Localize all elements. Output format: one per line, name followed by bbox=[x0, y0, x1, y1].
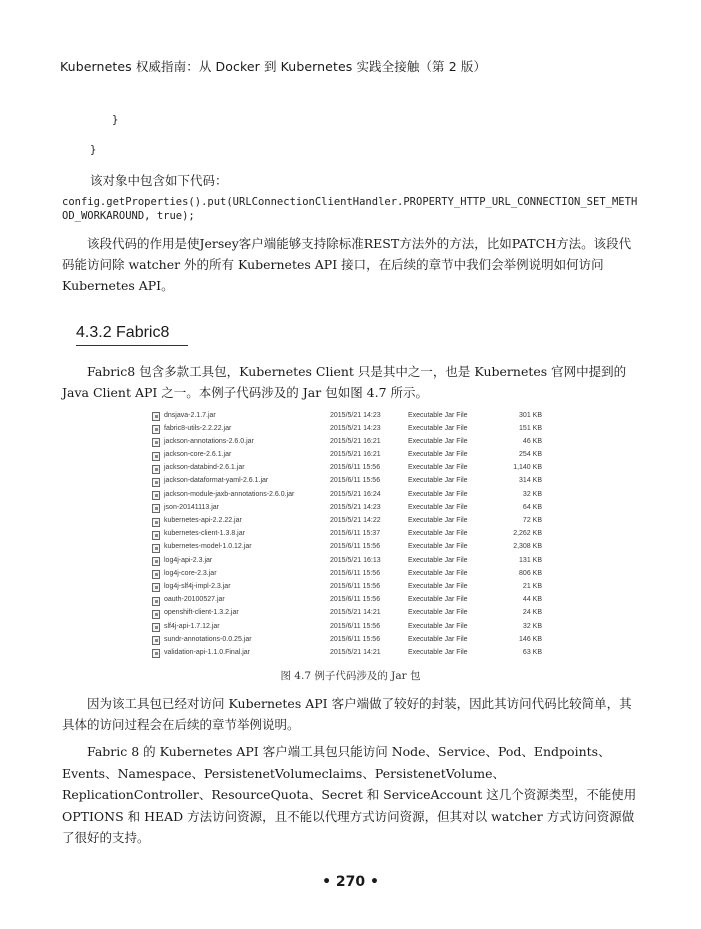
file-row bbox=[150, 647, 550, 660]
file-date: 2015/5/21 14:22 bbox=[330, 517, 381, 524]
code-closing-brace-inner: } bbox=[112, 114, 119, 126]
file-size: 24 KB bbox=[522, 609, 542, 617]
file-type: Executable Jar File bbox=[408, 437, 468, 445]
file-date: 2015/6/11 15:56 bbox=[330, 635, 381, 643]
file-type: Executable Jar File bbox=[408, 582, 468, 590]
file-size: 301 KB bbox=[519, 411, 542, 419]
file-size: 32 KB bbox=[522, 490, 542, 498]
file-name: oauth-20100527.jar bbox=[164, 596, 225, 604]
jar-file-icon bbox=[152, 649, 160, 658]
file-name: jackson-databind-2.6.1.jar bbox=[164, 464, 245, 472]
running-header: Kubernetes 权威指南：从 Docker 到 Kubernetes 实践全接触（第 2 版） bbox=[60, 59, 487, 74]
file-row bbox=[150, 410, 550, 423]
jar-file-icon bbox=[152, 636, 160, 645]
file-size: 21 KB bbox=[522, 582, 542, 590]
file-type: Executable Jar File bbox=[408, 609, 468, 617]
file-type: Executable Jar File bbox=[408, 517, 468, 524]
jar-file-icon bbox=[152, 425, 160, 434]
jar-file-icon bbox=[152, 623, 160, 632]
jar-file-icon bbox=[152, 597, 160, 606]
file-date: 2015/6/11 15:56 bbox=[330, 464, 381, 472]
file-date: 2015/5/21 16:21 bbox=[330, 437, 381, 445]
jar-file-icon bbox=[152, 438, 160, 447]
file-row bbox=[150, 436, 550, 449]
file-row bbox=[150, 502, 550, 515]
file-date: 2015/5/21 14:23 bbox=[330, 411, 381, 419]
section-heading: 4.3.2 Fabric8 bbox=[76, 324, 188, 346]
file-size: 46 KB bbox=[522, 437, 542, 445]
jar-file-icon bbox=[152, 610, 160, 619]
jar-file-icon bbox=[152, 465, 160, 474]
file-size: 151 KB bbox=[519, 424, 542, 432]
jar-file-icon bbox=[152, 570, 160, 579]
file-type: Executable Jar File bbox=[408, 556, 468, 564]
file-type: Executable Jar File bbox=[408, 477, 468, 485]
file-type: Executable Jar File bbox=[408, 424, 468, 432]
file-row bbox=[150, 634, 550, 647]
file-type: Executable Jar File bbox=[408, 569, 468, 577]
file-name: log4j-api-2.3.jar bbox=[164, 556, 213, 564]
code-intro-text: 该对象中包含如下代码： bbox=[90, 173, 228, 188]
file-row bbox=[150, 516, 550, 529]
file-date: 2015/5/21 14:21 bbox=[330, 609, 381, 617]
file-date: 2015/5/21 14:23 bbox=[330, 503, 381, 511]
file-name: log4j-core-2.3.jar bbox=[164, 569, 217, 577]
file-type: Executable Jar File bbox=[408, 648, 468, 656]
file-size: 146 KB bbox=[519, 635, 542, 643]
file-row bbox=[150, 581, 550, 594]
jar-file-icon bbox=[152, 504, 160, 513]
file-date: 2015/5/21 16:24 bbox=[330, 490, 381, 498]
file-date: 2015/6/11 15:56 bbox=[330, 596, 381, 604]
file-date: 2015/5/21 14:23 bbox=[330, 424, 381, 432]
file-size: 2,262 KB bbox=[513, 530, 542, 538]
file-type: Executable Jar File bbox=[408, 530, 468, 538]
file-size: 806 KB bbox=[519, 569, 542, 577]
jar-file-icon bbox=[152, 452, 160, 461]
file-row bbox=[150, 542, 550, 555]
file-name: dnsjava-2.1.7.jar bbox=[164, 411, 216, 419]
file-date: 2015/5/21 16:21 bbox=[330, 451, 381, 459]
file-name: kubernetes-model-1.0.12.jar bbox=[164, 543, 252, 551]
file-date: 2015/6/11 15:56 bbox=[330, 543, 381, 551]
file-date: 2015/6/11 15:37 bbox=[330, 530, 381, 538]
paragraph-resource-types: Fabric 8 的 Kubernetes API 客户端工具包只能访问 Node、Service、Pod、Endpoints、Events、Namespace、PersistenetVolumeclaims、PersistenetVolume、ReplicationController、ResourceQuota、Secret 和 ServiceAccount 这几个资源类型，不能使用 OPTIONS 和 HEAD 方法访问资源，且不能以代理方式访问资源，但其对以 watcher 方式访问资源做了很好的支持。 bbox=[62, 744, 637, 845]
file-row bbox=[150, 621, 550, 634]
jar-file-icon bbox=[152, 531, 160, 540]
file-size: 64 KB bbox=[522, 503, 542, 511]
code-line: config.getProperties().put(URLConnectionClientHandler.PROPERTY_HTTP_URL_CONNECTION_SET_METHOD_WORKAROUND, true); bbox=[62, 196, 638, 222]
file-date: 2015/6/11 15:56 bbox=[330, 582, 381, 590]
file-date: 2015/5/21 16:13 bbox=[330, 556, 381, 564]
file-name: kubernetes-api-2.2.22.jar bbox=[164, 517, 242, 524]
file-type: Executable Jar File bbox=[408, 543, 468, 551]
file-name: jackson-dataformat-yaml-2.6.1.jar bbox=[164, 477, 269, 485]
file-type: Executable Jar File bbox=[408, 596, 468, 604]
file-date: 2015/6/11 15:56 bbox=[330, 622, 381, 630]
file-name: validation-api-1.1.0.Final.jar bbox=[164, 648, 250, 656]
page-number: • 270 • bbox=[322, 874, 379, 890]
paragraph-fabric8-intro: Fabric8 包含多款工具包，Kubernetes Client 只是其中之一，也是 Kubernetes 官网中提到的 Java Client API 之一。本例子代码涉及的 Jar 包如图 4.7 所示。 bbox=[62, 364, 627, 400]
file-row bbox=[150, 555, 550, 568]
jar-file-icon bbox=[152, 557, 160, 566]
file-size: 2,308 KB bbox=[513, 543, 542, 551]
jar-file-list bbox=[150, 410, 550, 661]
file-size: 32 KB bbox=[522, 622, 542, 630]
file-type: Executable Jar File bbox=[408, 464, 468, 472]
file-size: 131 KB bbox=[519, 556, 542, 564]
file-name: fabric8-utils-2.2.22.jar bbox=[164, 424, 232, 432]
file-row bbox=[150, 476, 550, 489]
file-name: json-20141113.jar bbox=[164, 503, 220, 511]
file-row bbox=[150, 595, 550, 608]
paragraph-encapsulation: 因为该工具包已经对访问 Kubernetes API 客户端做了较好的封装，因此其访问代码比较简单，其具体的访问过程会在后续的章节举例说明。 bbox=[62, 696, 632, 732]
jar-file-icon bbox=[152, 544, 160, 553]
file-type: Executable Jar File bbox=[408, 635, 468, 643]
file-size: 254 KB bbox=[519, 451, 542, 459]
file-name: sundr-annotations-0.0.25.jar bbox=[164, 635, 252, 643]
file-type: Executable Jar File bbox=[408, 490, 468, 498]
file-row bbox=[150, 529, 550, 542]
jar-file-icon bbox=[152, 518, 160, 527]
file-type: Executable Jar File bbox=[408, 622, 468, 630]
file-date: 2015/5/21 14:21 bbox=[330, 648, 381, 656]
file-size: 72 KB bbox=[522, 517, 542, 524]
file-type: Executable Jar File bbox=[408, 411, 468, 419]
file-date: 2015/6/11 15:56 bbox=[330, 569, 381, 577]
file-name: jackson-annotations-2.6.0.jar bbox=[164, 437, 254, 445]
file-size: 314 KB bbox=[519, 477, 542, 485]
file-row bbox=[150, 463, 550, 476]
file-name: openshift-client-1.3.2.jar bbox=[164, 609, 239, 617]
file-type: Executable Jar File bbox=[408, 503, 468, 511]
file-row bbox=[150, 608, 550, 621]
file-name: kubernetes-client-1.3.8.jar bbox=[164, 530, 245, 538]
jar-file-icon bbox=[152, 412, 160, 421]
file-size: 44 KB bbox=[522, 596, 542, 604]
file-size: 63 KB bbox=[522, 648, 542, 656]
paragraph-jersey: 该段代码的作用是使Jersey客户端能够支持除标准REST方法外的方法，比如PATCH方法。该段代码能访问除 watcher 外的所有 Kubernetes API 接口，在后续的章节中我们会举例说明如何访问 Kubernetes API。 bbox=[62, 236, 632, 293]
figure-caption: 图 4.7 例子代码涉及的 Jar 包 bbox=[280, 670, 421, 682]
file-size: 1,140 KB bbox=[513, 464, 542, 472]
file-row bbox=[150, 450, 550, 463]
file-date: 2015/6/11 15:56 bbox=[330, 477, 381, 485]
jar-file-icon bbox=[152, 583, 160, 592]
file-name: log4j-slf4j-impl-2.3.jar bbox=[164, 582, 231, 590]
file-type: Executable Jar File bbox=[408, 451, 468, 459]
file-row bbox=[150, 423, 550, 436]
file-name: jackson-module-jaxb-annotations-2.6.0.jar bbox=[164, 490, 295, 498]
code-closing-brace-outer: } bbox=[90, 144, 97, 156]
file-row bbox=[150, 568, 550, 581]
file-name: jackson-core-2.6.1.jar bbox=[164, 451, 232, 459]
jar-file-icon bbox=[152, 478, 160, 487]
file-name: slf4j-api-1.7.12.jar bbox=[164, 622, 220, 630]
file-row bbox=[150, 489, 550, 502]
jar-file-icon bbox=[152, 491, 160, 500]
